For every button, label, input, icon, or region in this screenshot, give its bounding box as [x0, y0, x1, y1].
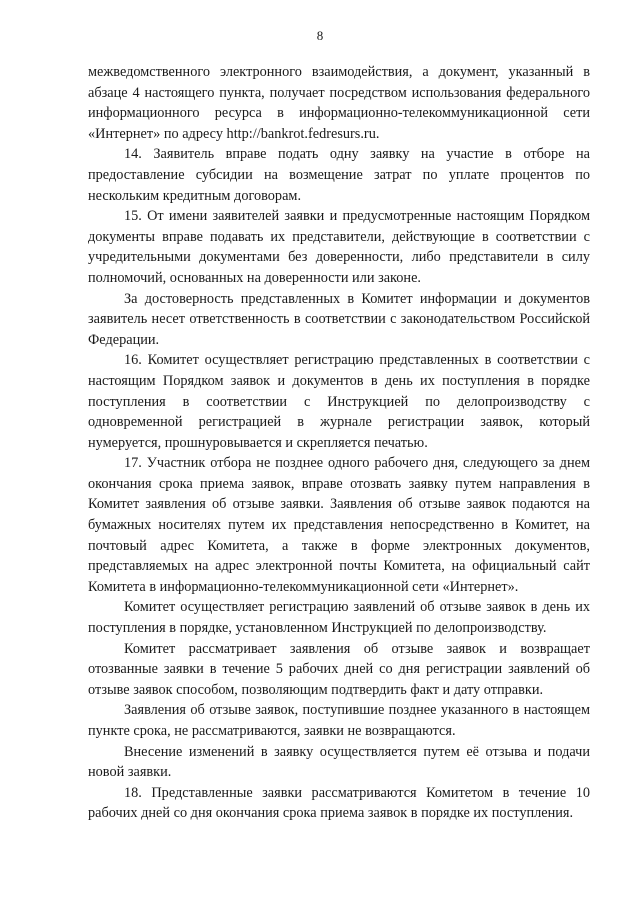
paragraph-withdrawal-review: Комитет рассматривает заявления об отзыве заявок и возвращает отозванные заявки в течение 5 рабочих дней со дня регистрации заявлений об отзыве заявок способом, позволяющим подтвердить факт и дату отправки.	[88, 640, 590, 698]
paragraph-item-16: 16. Комитет осуществляет регистрацию представленных в соответствии с настоящим Порядком заявок и документов в день их поступления в порядке поступления в соответствии с Инструкцией по делопроизводству с одновременной регистрацией в журнале регистрации заявок, который нумеруется, прошнуровывается и скрепляется печатью.	[88, 352, 590, 451]
paragraph-responsibility: За достоверность представленных в Комитет информации и документов заявитель несет ответственность в соответствии с законодательством Российской Федерации.	[88, 290, 590, 348]
paragraph-item-17: 17. Участник отбора не позднее одного рабочего дня, следующего за днем окончания срока приема заявок, вправе отозвать заявку путем направления в Комитет заявления об отзыве заявки. Заявления об отзыве заявок подаются на бумажных носителях путем их представления непосредственно в Комитет, на почтовый адрес Комитета, а также в форме электронных документов, представляемых на адрес электронной почты Комитета, на официальный сайт Комитета в информационно-телекоммуникационной сети «Интернет».	[88, 455, 590, 595]
paragraph-amendments: Внесение изменений в заявку осуществляется путем её отзыва и подачи новой заявки.	[88, 743, 590, 781]
paragraph-item-18: 18. Представленные заявки рассматриваются Комитетом в течение 10 рабочих дней со дня окончания срока приема заявок в порядке их поступления.	[88, 784, 590, 822]
document-body	[88, 62, 590, 824]
paragraph-item-15: 15. От имени заявителей заявки и предусмотренные настоящим Порядком документы вправе подавать их представители, действующие в соответствии с учредительными документами без доверенности, либо представители в силу полномочий, основанных на доверенности или законе.	[88, 208, 590, 286]
paragraph-withdrawal-registration: Комитет осуществляет регистрацию заявлений об отзыве заявок в день их поступления в порядке, установленном Инструкцией по делопроизводству.	[88, 599, 590, 637]
paragraph-continuation: межведомственного электронного взаимодействия, а документ, указанный в абзаце 4 настоящего пункта, получает посредством использования федерального информационного ресурса в информационно-телекоммуникационной сети «Интернет» по адресу http://bankrot.fedresurs.ru.	[88, 64, 590, 142]
paragraph-item-14: 14. Заявитель вправе подать одну заявку на участие в отборе на предоставление субсидии на возмещение затрат по уплате процентов по нескольким кредитным договорам.	[88, 146, 590, 204]
page-number: 8	[316, 28, 324, 43]
paragraph-late-withdrawal: Заявления об отзыве заявок, поступившие позднее указанного в настоящем пункте срока, не рассматриваются, заявки не возвращаются.	[88, 702, 590, 739]
